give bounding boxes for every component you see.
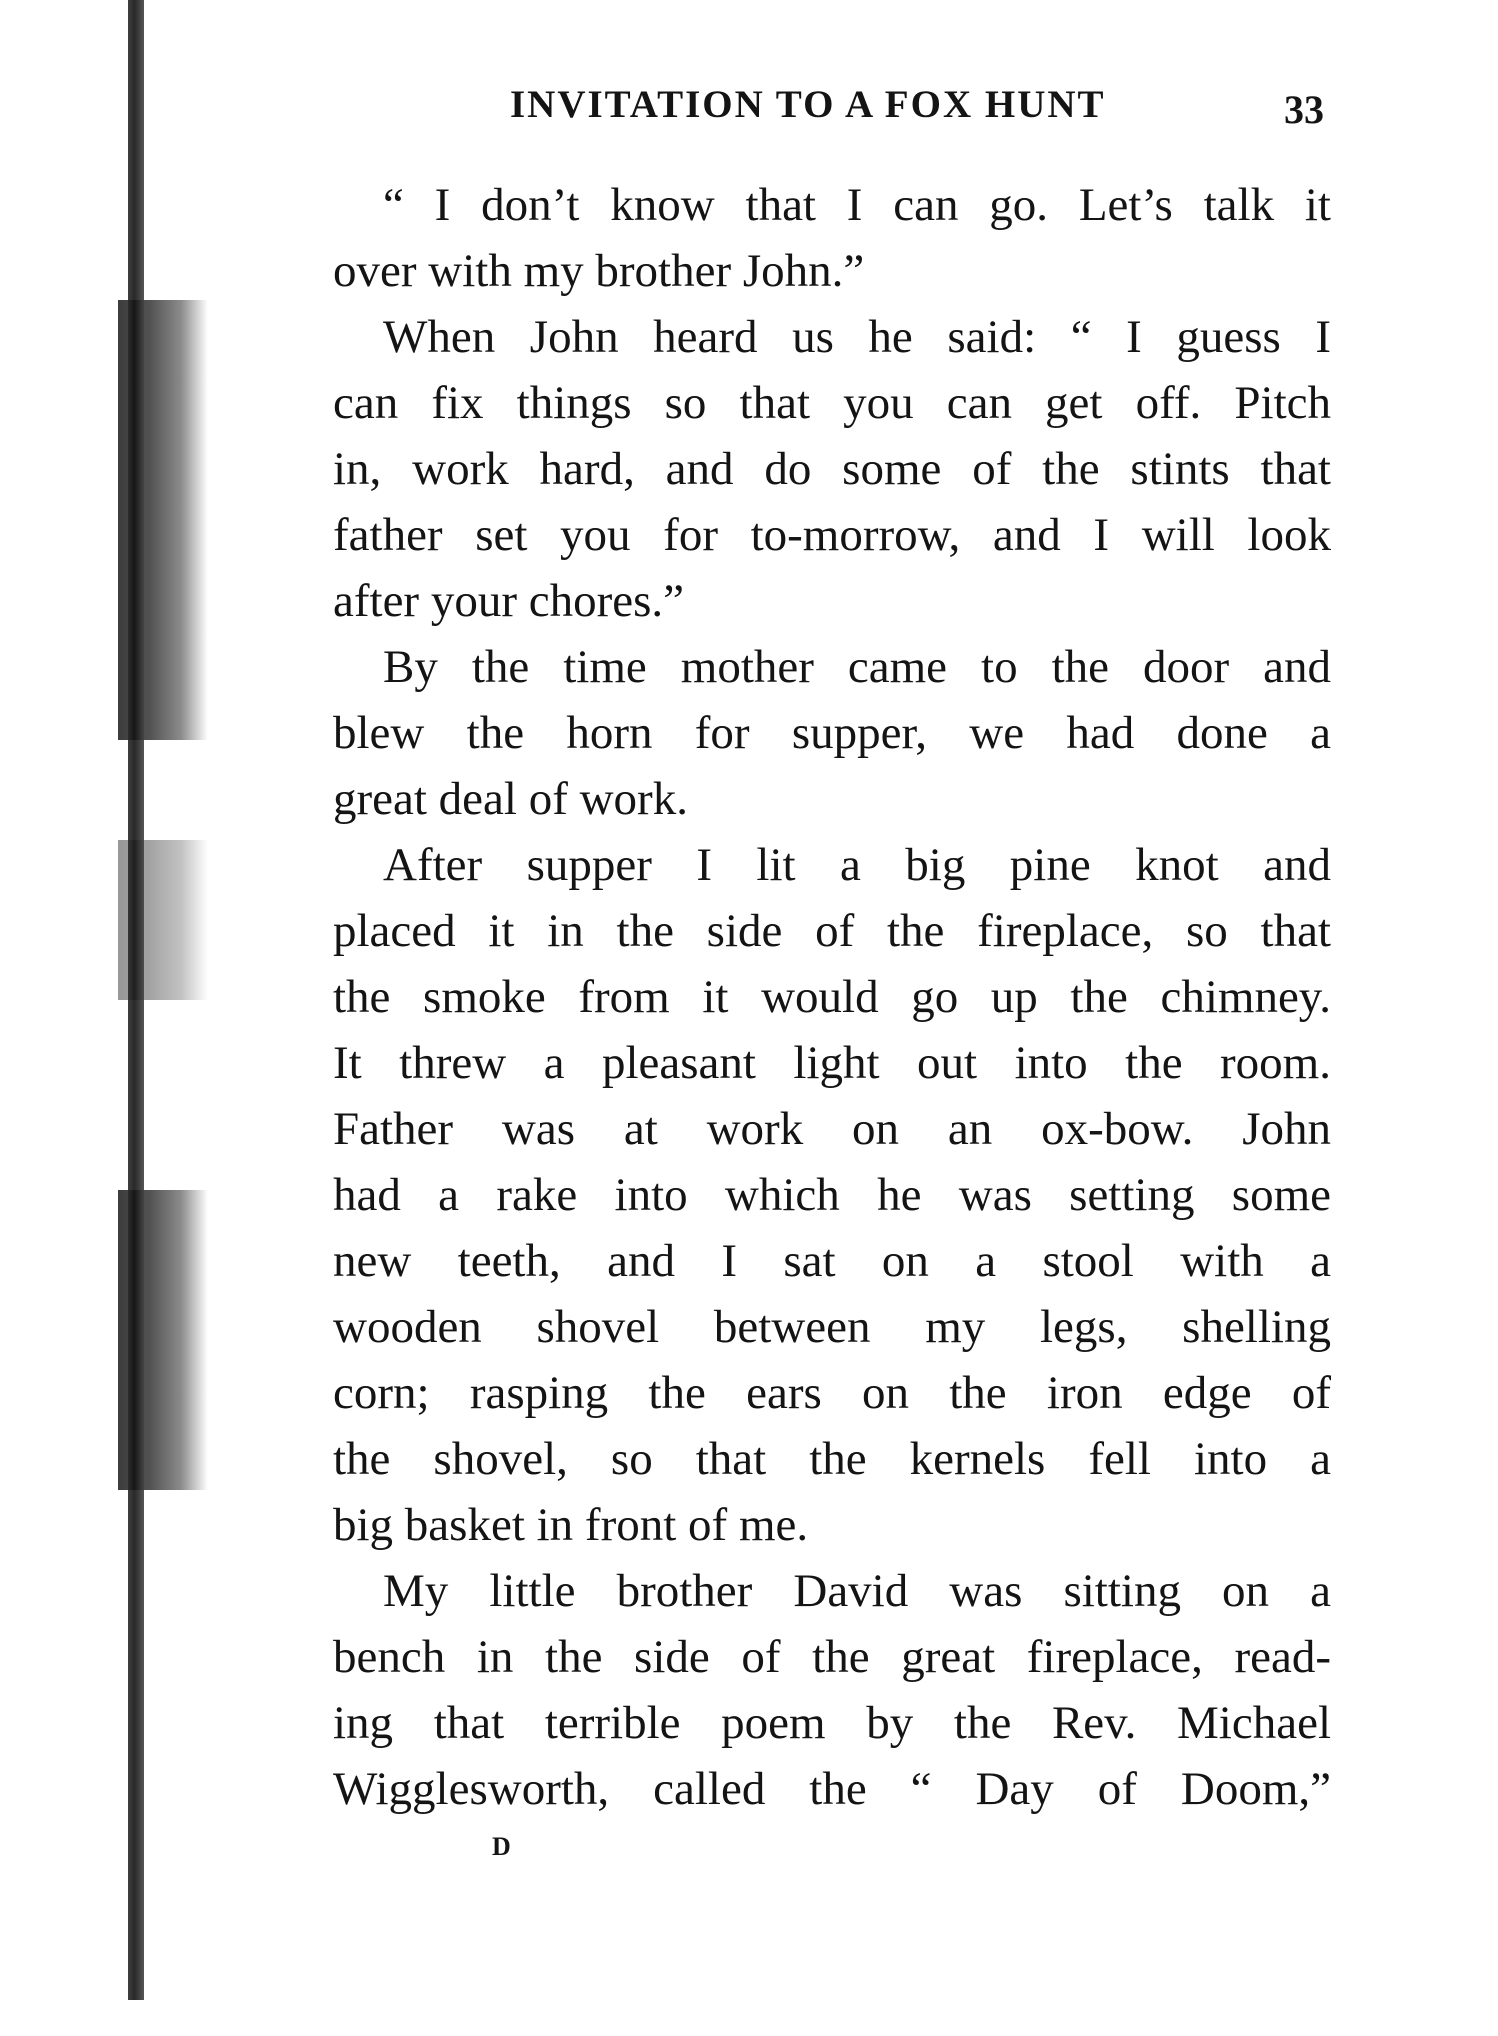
text-line: the shovel, so that the kernels fell into a bbox=[333, 1433, 1331, 1485]
text-line: My little brother David was sitting on a bbox=[383, 1565, 1331, 1617]
text-line: bench in the side of the great fireplace, read- bbox=[333, 1631, 1331, 1683]
text-line: “ I don’t know that I can go. Let’s talk it bbox=[383, 179, 1331, 231]
text-line: After supper I lit a big pine knot and bbox=[383, 839, 1331, 891]
gutter-line bbox=[128, 0, 144, 2000]
text-line: When John heard us he said: “ I guess I bbox=[383, 311, 1331, 363]
text-line: placed it in the side of the fireplace, so that bbox=[333, 905, 1331, 957]
text-line: wooden shovel between my legs, shelling bbox=[333, 1301, 1331, 1353]
text-line: Wigglesworth, called the “ Day of Doom,” bbox=[333, 1763, 1331, 1815]
text-line: Father was at work on an ox-bow. John bbox=[333, 1103, 1331, 1155]
text-line: ing that terrible poem by the Rev. Michael bbox=[333, 1697, 1331, 1749]
text-line: corn; rasping the ears on the iron edge of bbox=[333, 1367, 1331, 1419]
text-line: big basket in front of me. bbox=[333, 1499, 809, 1551]
body-text bbox=[333, 172, 1331, 1822]
text-line: It threw a pleasant light out into the room. bbox=[333, 1037, 1331, 1089]
text-line: the smoke from it would go up the chimney. bbox=[333, 971, 1331, 1023]
page-number: 33 bbox=[1284, 87, 1324, 132]
signature-mark: D bbox=[492, 1832, 511, 1861]
text-line: father set you for to-morrow, and I will look bbox=[333, 509, 1331, 561]
text-line: in, work hard, and do some of the stints that bbox=[333, 443, 1331, 495]
text-line: blew the horn for supper, we had done a bbox=[333, 707, 1331, 759]
text-line: great deal of work. bbox=[333, 773, 688, 825]
text-line: over with my brother John.” bbox=[333, 245, 865, 297]
running-head: INVITATION TO A FOX HUNT bbox=[510, 83, 1106, 126]
text-line: By the time mother came to the door and bbox=[383, 641, 1331, 693]
text-line: new teeth, and I sat on a stool with a bbox=[333, 1235, 1331, 1287]
text-line: had a rake into which he was setting some bbox=[333, 1169, 1331, 1221]
text-line: can fix things so that you can get off. Pitch bbox=[333, 377, 1331, 429]
text-line: after your chores.” bbox=[333, 575, 685, 627]
binding-gutter-shadow bbox=[118, 0, 208, 2036]
